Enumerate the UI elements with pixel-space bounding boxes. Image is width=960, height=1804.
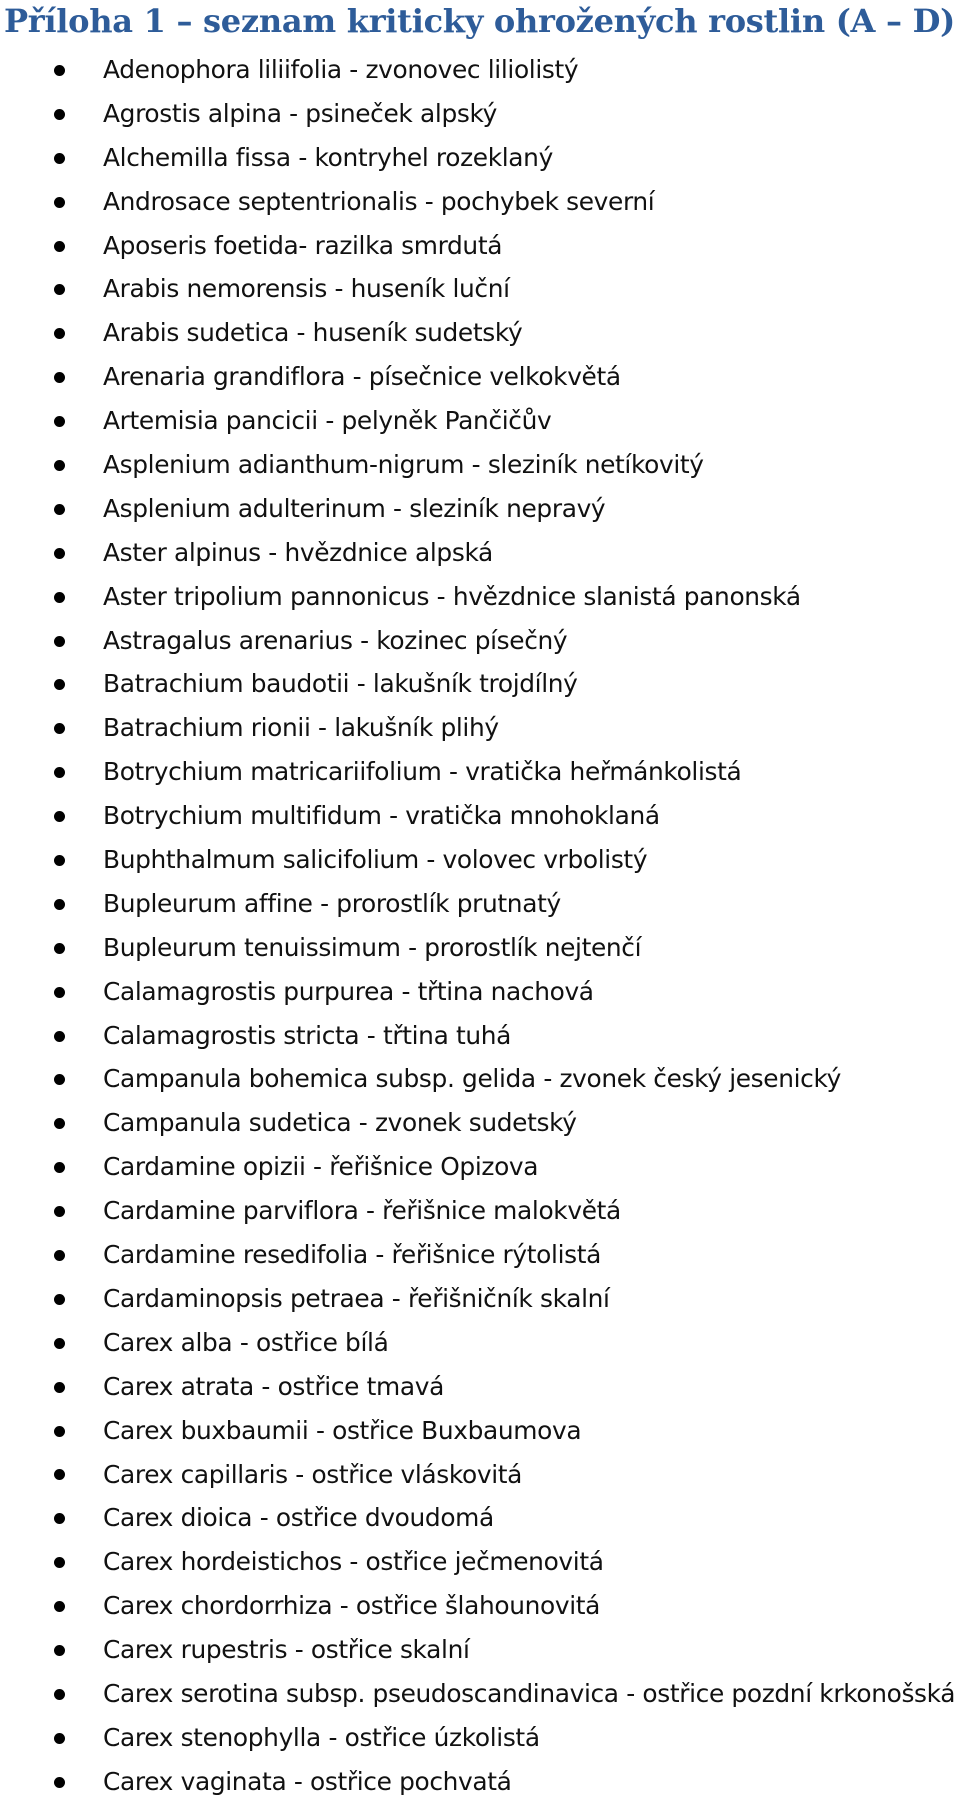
list-item-text: Calamagrostis stricta - třtina tuhá bbox=[103, 1020, 512, 1050]
list-item-text: Cardamine resedifolia - řeřišnice rýtolistá bbox=[103, 1240, 601, 1270]
bullet-icon bbox=[54, 416, 65, 427]
bullet-icon bbox=[54, 1513, 65, 1524]
bullet-icon bbox=[54, 636, 65, 647]
bullet-icon bbox=[54, 284, 65, 295]
list-item-text: Carex vaginata - ostřice pochvatá bbox=[103, 1766, 512, 1796]
bullet-icon bbox=[54, 767, 65, 778]
list-item-text: Batrachium baudotii - lakušník trojdílný bbox=[103, 669, 578, 699]
list-item-text: Batrachium rionii - lakušník plihý bbox=[103, 713, 499, 743]
bullet-icon bbox=[54, 65, 65, 76]
list-item-text: Arenaria grandiflora - písečnice velkokvětá bbox=[103, 362, 621, 392]
bullet-icon bbox=[54, 1426, 65, 1437]
list-item-text: Carex rupestris - ostřice skalní bbox=[103, 1635, 470, 1665]
list-item-text: Alchemilla fissa - kontryhel rozeklaný bbox=[103, 142, 553, 172]
bullet-icon bbox=[54, 504, 65, 515]
bullet-icon bbox=[54, 1689, 65, 1700]
list-item-text: Carex dioica - ostřice dvoudomá bbox=[103, 1503, 494, 1533]
bullet-icon bbox=[54, 1733, 65, 1744]
bullet-icon bbox=[54, 1777, 65, 1788]
list-item-text: Arabis sudetica - huseník sudetský bbox=[103, 318, 523, 348]
bullet-icon bbox=[54, 1162, 65, 1173]
list-item-text: Carex hordeistichos - ostřice ječmenovitá bbox=[103, 1547, 604, 1577]
list-item-text: Cardamine opizii - řeřišnice Opizova bbox=[103, 1152, 539, 1182]
bullet-icon bbox=[54, 1294, 65, 1305]
bullet-icon bbox=[54, 1382, 65, 1393]
list-item-text: Botrychium multifidum - vratička mnohoklaná bbox=[103, 801, 660, 831]
list-item-text: Asplenium adianthum-nigrum - sleziník netíkovitý bbox=[103, 450, 704, 480]
list-item-text: Carex alba - ostřice bílá bbox=[103, 1327, 389, 1357]
bullet-icon bbox=[54, 460, 65, 471]
bullet-icon bbox=[54, 1074, 65, 1085]
bullet-icon bbox=[54, 679, 65, 690]
list-item-text: Artemisia pancicii - pelyněk Pančičův bbox=[103, 406, 552, 436]
list-item-text: Cardaminopsis petraea - řeřišničník skalní bbox=[103, 1283, 610, 1313]
list-item-text: Carex serotina subsp. pseudoscandinavica - ostřice pozdní krkonošská bbox=[103, 1678, 956, 1708]
list-item-text: Campanula sudetica - zvonek sudetský bbox=[103, 1108, 577, 1138]
bullet-icon bbox=[54, 1601, 65, 1612]
list-item-text: Astragalus arenarius - kozinec písečný bbox=[103, 625, 568, 655]
list-item-text: Carex capillaris - ostřice vláskovitá bbox=[103, 1459, 523, 1489]
bullet-icon bbox=[54, 1031, 65, 1042]
list-item-text: Calamagrostis purpurea - třtina nachová bbox=[103, 976, 594, 1006]
bullet-icon bbox=[54, 723, 65, 734]
bullet-icon bbox=[54, 197, 65, 208]
bullet-icon bbox=[54, 1118, 65, 1129]
bullet-icon bbox=[54, 153, 65, 164]
bullet-icon bbox=[54, 328, 65, 339]
list-item-text: Campanula bohemica subsp. gelida - zvonek český jesenický bbox=[103, 1064, 841, 1094]
list-item-text: Carex buxbaumii - ostřice Buxbaumova bbox=[103, 1415, 582, 1445]
list-item-text: Arabis nemorensis - huseník luční bbox=[103, 274, 510, 304]
bullet-icon bbox=[54, 1557, 65, 1568]
bullet-icon bbox=[54, 811, 65, 822]
list-item-text: Cardamine parviflora - řeřišnice malokvětá bbox=[103, 1196, 621, 1226]
list-item-text: Carex stenophylla - ostřice úzkolistá bbox=[103, 1722, 540, 1752]
list-item-text: Aposeris foetida- razilka smrdutá bbox=[103, 230, 503, 260]
bullet-icon bbox=[54, 855, 65, 866]
bullet-icon bbox=[54, 548, 65, 559]
list-item-text: Carex chordorrhiza - ostřice šlahounovitá bbox=[103, 1591, 601, 1621]
list-item-text: Carex atrata - ostřice tmavá bbox=[103, 1371, 444, 1401]
list-item-text: Agrostis alpina - psineček alpský bbox=[103, 98, 497, 128]
list-item-text: Aster tripolium pannonicus - hvězdnice slanistá panonská bbox=[103, 581, 801, 611]
list-item-text: Asplenium adulterinum - sleziník nepravý bbox=[103, 493, 606, 523]
bullet-icon bbox=[54, 987, 65, 998]
bullet-icon bbox=[54, 1469, 65, 1480]
page-title: Příloha 1 – seznam kriticky ohrožených rostlin (A – D) bbox=[4, 2, 955, 40]
bullet-icon bbox=[54, 899, 65, 910]
bullet-icon bbox=[54, 1206, 65, 1217]
list-item-text: Adenophora liliifolia - zvonovec liliolistý bbox=[103, 55, 579, 84]
bullet-icon bbox=[54, 1250, 65, 1261]
list-item-text: Bupleurum tenuissimum - prorostlík nejtenčí bbox=[103, 932, 642, 962]
bullet-icon bbox=[54, 592, 65, 603]
list-item-text: Bupleurum affine - prorostlík prutnatý bbox=[103, 888, 561, 918]
bullet-icon bbox=[54, 109, 65, 120]
bullet-icon bbox=[54, 1338, 65, 1349]
list-item-text: Botrychium matricariifolium - vratička heřmánkolistá bbox=[103, 757, 742, 787]
bullet-icon bbox=[54, 943, 65, 954]
list-item-text: Aster alpinus - hvězdnice alpská bbox=[103, 537, 493, 567]
list-item-text: Androsace septentrionalis - pochybek severní bbox=[103, 186, 655, 216]
list-item-text: Buphthalmum salicifolium - volovec vrbolistý bbox=[103, 845, 648, 875]
bullet-icon bbox=[54, 372, 65, 383]
bullet-icon bbox=[54, 1645, 65, 1656]
bullet-icon bbox=[54, 241, 65, 252]
